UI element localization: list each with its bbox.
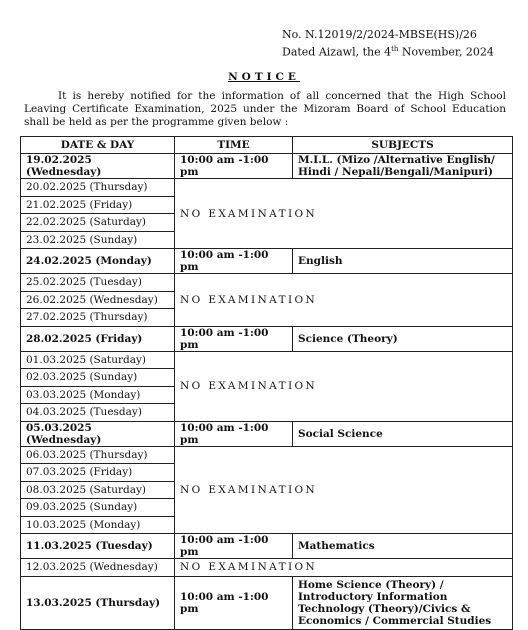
reference-block [282, 28, 494, 60]
no-examination-label: NO EXAMINATION [175, 179, 513, 249]
exam-date: 13.03.2025 (Thursday) [21, 576, 175, 629]
header-date-day: DATE & DAY [21, 137, 175, 154]
no-exam-date: 07.03.2025 (Friday) [21, 464, 175, 482]
exam-date: 28.02.2025 (Friday) [21, 326, 175, 351]
no-exam-date: 06.03.2025 (Thursday) [21, 446, 175, 464]
exam-row [21, 534, 513, 559]
no-exam-date: 23.02.2025 (Sunday) [21, 231, 175, 249]
no-exam-date: 12.03.2025 (Wednesday) [21, 559, 175, 577]
exam-date: 05.03.2025 (Wednesday) [21, 421, 175, 446]
exam-row [21, 249, 513, 274]
table-header-row [21, 137, 513, 154]
no-exam-date: 22.02.2025 (Saturday) [21, 214, 175, 232]
exam-row [21, 421, 513, 446]
exam-date: 11.03.2025 (Tuesday) [21, 534, 175, 559]
notice-title: NOTICE [228, 71, 300, 83]
no-exam-date: 03.03.2025 (Monday) [21, 386, 175, 404]
notice-intro: It is hereby notified for the information of all concerned that the High School Leaving Certificate Examination, 2025 under the Mizoram Board of School Education shall be held as per the programme given below : [24, 90, 506, 128]
no-exam-date: 20.02.2025 (Thursday) [21, 179, 175, 197]
header-subjects: SUBJECTS [293, 137, 513, 154]
no-examination-label: NO EXAMINATION [175, 446, 513, 534]
no-exam-row [21, 274, 513, 292]
no-exam-row [21, 446, 513, 464]
no-exam-row [21, 179, 513, 197]
schedule-body [21, 154, 513, 630]
header-time: TIME [175, 137, 293, 154]
no-examination-label: NO EXAMINATION [175, 559, 513, 577]
exam-time: 10:00 am -1:00 pm [175, 534, 293, 559]
exam-time: 10:00 am -1:00 pm [175, 421, 293, 446]
no-exam-date: 08.03.2025 (Saturday) [21, 481, 175, 499]
exam-schedule-table [20, 136, 513, 630]
reference-number: No. N.12019/2/2024-MBSE(HS)/26 [282, 28, 477, 41]
no-examination-label: NO EXAMINATION [175, 274, 513, 327]
exam-subject: M.I.L. (Mizo /Alternative English/ Hindi / Nepali/Bengali/Manipuri) [293, 154, 513, 179]
no-examination-label: NO EXAMINATION [175, 351, 513, 421]
exam-time: 10:00 am -1:00 pm [175, 249, 293, 274]
exam-time: 10:00 am -1:00 pm [175, 576, 293, 629]
exam-subject: English [293, 249, 513, 274]
reference-date: Dated Aizawl, the 4th November, 2024 [282, 45, 494, 59]
no-exam-date: 25.02.2025 (Tuesday) [21, 274, 175, 292]
exam-subject: Mathematics [293, 534, 513, 559]
exam-subject: Home Science (Theory) / Introductory Information Technology (Theory)/Civics & Economics / Commercial Studies [293, 576, 513, 629]
exam-date: 24.02.2025 (Monday) [21, 249, 175, 274]
exam-subject: Science (Theory) [293, 326, 513, 351]
no-exam-date: 10.03.2025 (Monday) [21, 516, 175, 534]
exam-time: 10:00 am -1:00 pm [175, 326, 293, 351]
exam-row [21, 154, 513, 179]
exam-date: 19.02.2025 (Wednesday) [21, 154, 175, 179]
no-exam-date: 26.02.2025 (Wednesday) [21, 291, 175, 309]
no-exam-row [21, 351, 513, 369]
no-exam-date: 09.03.2025 (Sunday) [21, 499, 175, 517]
exam-row [21, 326, 513, 351]
no-exam-date: 02.03.2025 (Sunday) [21, 369, 175, 387]
no-exam-date: 01.03.2025 (Saturday) [21, 351, 175, 369]
no-exam-date: 21.02.2025 (Friday) [21, 196, 175, 214]
exam-time: 10:00 am -1:00 pm [175, 154, 293, 179]
no-exam-row [21, 559, 513, 577]
no-exam-date: 27.02.2025 (Thursday) [21, 309, 175, 327]
exam-row [21, 576, 513, 629]
no-exam-date: 04.03.2025 (Tuesday) [21, 404, 175, 422]
exam-subject: Social Science [293, 421, 513, 446]
